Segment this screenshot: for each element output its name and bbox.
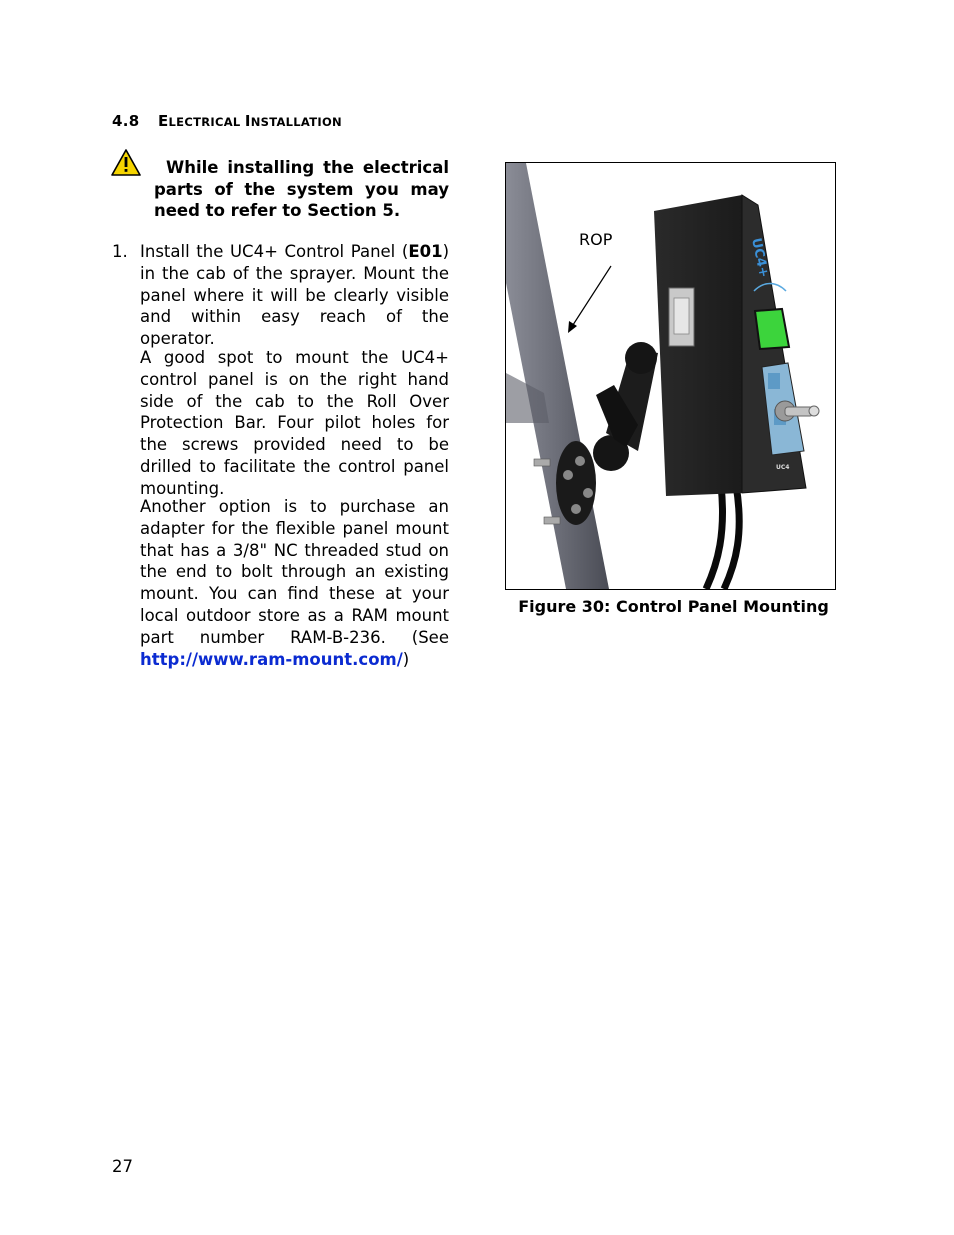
control-panel-mount-image: [506, 163, 835, 589]
step-1-paragraph-3: [140, 496, 449, 670]
section-heading: [112, 112, 342, 130]
figure-caption: Figure 30: Control Panel Mounting: [518, 597, 829, 616]
step-1-text-a: Install the UC4+ Control Panel (: [140, 242, 409, 261]
lcd-display: [755, 309, 789, 349]
page-number: 27: [112, 1157, 133, 1176]
rop-arrow: [571, 266, 611, 328]
step-number: 1.: [112, 242, 128, 261]
ram-mount-link[interactable]: http://www.ram-mount.com/: [140, 649, 403, 669]
section-title-part: E: [158, 112, 169, 130]
step-1-paragraph-3-text: Another option is to purchase an adapter for the flexible panel mount that has a 3/8" NC threaded stud on the end to bolt through an existing mount. You can find these at your local outdoor store as a RAM mount part number RAM-B-236. (See: [140, 497, 449, 647]
panel-badge: UC4: [776, 464, 790, 471]
panel-brand: UC4+: [748, 236, 772, 280]
step-1-paragraph-2: A good spot to mount the UC4+ control panel is on the right hand side of the cab to the Roll Over Protection Bar. Four pilot holes for the screws provided need to be drilled to facilitate the control panel mounting.: [140, 348, 449, 498]
section-title-part: NSTALLATION: [250, 115, 342, 129]
figure-control-panel-mounting: [505, 162, 836, 590]
part-code: E01: [408, 242, 443, 261]
rop-label: ROP: [579, 230, 613, 249]
step-1-text-b: ) in the cab of the sprayer. Mount the panel where it will be clearly visible and within easy reach of the operator.: [140, 242, 449, 349]
section-title-part: I: [244, 112, 251, 130]
control-box: [654, 195, 742, 496]
step-1-paragraph-3-close: ): [402, 649, 410, 669]
section-number: 4.8: [112, 112, 140, 130]
warning-note: [154, 157, 449, 222]
section-title-part: LECTRICAL: [168, 115, 245, 129]
warning-triangle-icon: [110, 148, 142, 178]
rop-bar: [506, 163, 609, 589]
warning-text: While installing the electrical parts of the system you may need to refer to Section 5.: [154, 158, 449, 220]
step-1-text: [140, 241, 449, 350]
